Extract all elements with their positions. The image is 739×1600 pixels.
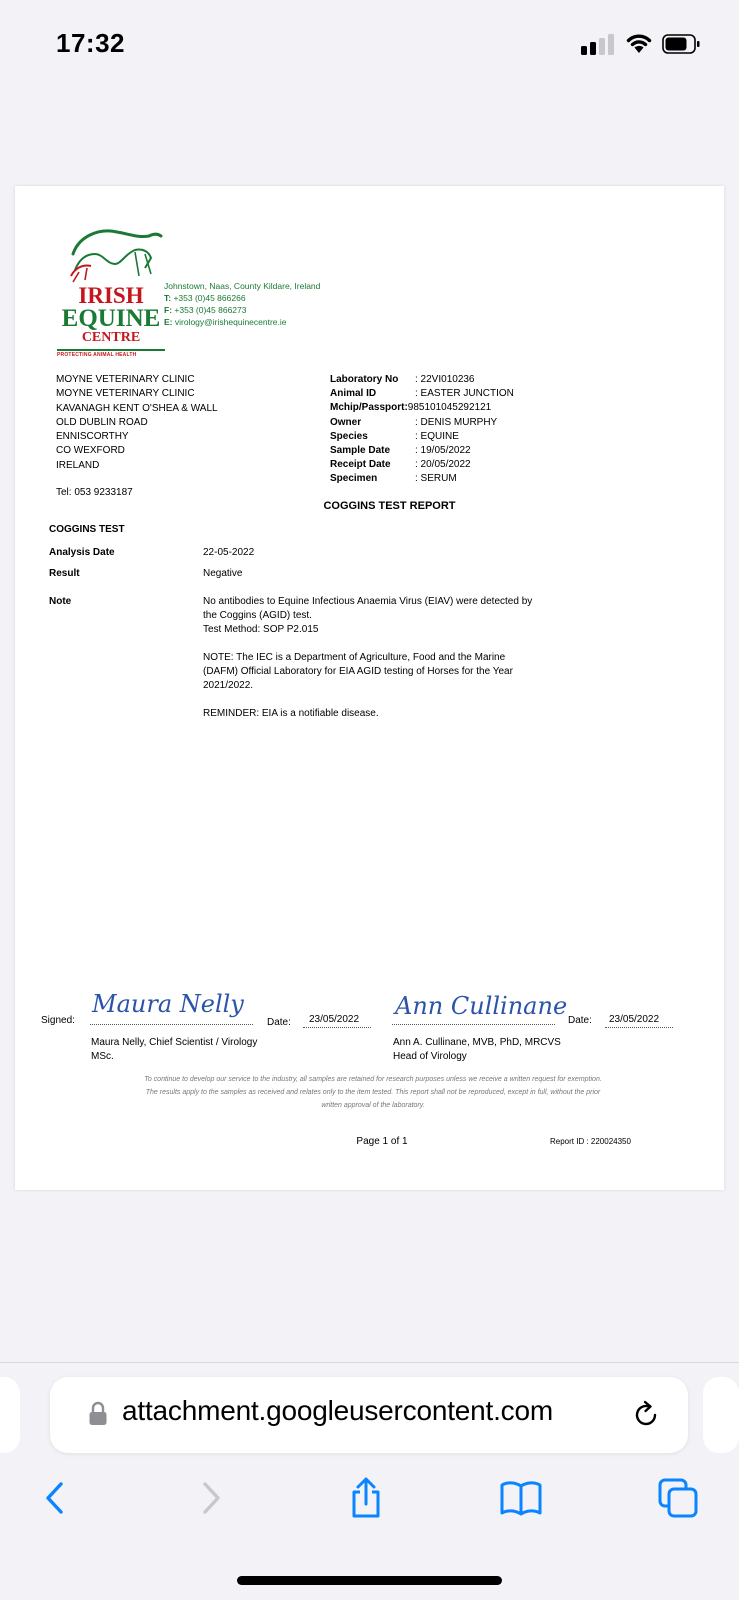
fax-label: F: — [164, 305, 173, 315]
lab-detail-key: Owner — [330, 416, 362, 428]
signer-2-line: Ann A. Cullinane, MVB, PhD, MRCVS — [393, 1037, 561, 1048]
date-line-1 — [303, 1027, 371, 1028]
previous-tab-peek[interactable] — [0, 1377, 20, 1453]
client-address-line: ENNISCORTHY — [56, 431, 129, 443]
client-address-line: CO WEXFORD — [56, 445, 125, 457]
forward-icon[interactable] — [188, 1476, 232, 1520]
client-address-line: OLD DUBLIN ROAD — [56, 416, 148, 428]
cellular-signal-icon — [581, 33, 615, 55]
tabs-icon[interactable] — [656, 1476, 700, 1520]
note-text — [203, 595, 573, 637]
battery-icon — [662, 33, 700, 55]
bookmarks-icon[interactable] — [499, 1476, 543, 1520]
signature-line-1 — [90, 1024, 253, 1025]
lab-detail-row — [330, 458, 514, 472]
client-telephone: Tel: 053 9233187 — [56, 487, 133, 498]
lab-detail-key: Sample Date — [330, 445, 391, 457]
signer-2-details — [393, 1036, 561, 1063]
lab-detail-value: : EASTER JUNCTION — [415, 388, 514, 400]
client-address-line: MOYNE VETERINARY CLINIC — [56, 374, 195, 385]
section-title: COGGINS TEST — [49, 524, 125, 535]
document-page[interactable] — [15, 186, 724, 1190]
date-value-1: 23/05/2022 — [309, 1014, 360, 1025]
lab-detail-value: : SERUM — [415, 473, 457, 485]
date-line-2 — [605, 1027, 673, 1028]
date-label-1: Date: — [267, 1017, 291, 1028]
report-id: Report ID : 220024350 — [550, 1137, 631, 1146]
result-value: Negative — [203, 568, 243, 579]
toolbar-divider — [0, 1362, 739, 1363]
note-line: Test Method: SOP P2.015 — [203, 624, 319, 635]
status-bar — [0, 0, 739, 86]
home-indicator[interactable] — [237, 1576, 502, 1585]
lab-detail-value: : EQUINE — [415, 430, 459, 442]
dafm-note-line: 2021/2022. — [203, 680, 254, 691]
lab-detail-key: Animal ID — [330, 388, 377, 400]
result-label: Result — [49, 568, 80, 579]
signer-2-line: Head of Virology — [393, 1050, 467, 1062]
lab-detail-row — [330, 430, 514, 444]
analysis-date-label: Analysis Date — [49, 547, 115, 558]
client-address-block — [56, 373, 218, 473]
lab-detail-value: : 22VI010236 — [415, 374, 475, 385]
reminder-text: REMINDER: EIA is a notifiable disease. — [203, 708, 379, 719]
page-number: Page 1 of 1 — [356, 1136, 408, 1147]
lab-detail-key: Laboratory No — [330, 374, 399, 385]
signer-1-line: Maura Nelly, Chief Scientist / Virology — [91, 1037, 258, 1048]
lab-detail-key: Receipt Date — [330, 459, 391, 471]
disclaimer-line: The results apply to the samples as received and relates only to the item tested. This report shall not be reproduced, except in full, without the prior — [145, 1088, 601, 1096]
disclaimer-line: To continue to develop our service to the industry, all samples are retained for research purposes unless we receive a written request for exemption. — [144, 1076, 602, 1083]
logo-tagline: PROTECTING ANIMAL HEALTH — [57, 352, 137, 358]
reload-icon[interactable] — [630, 1399, 662, 1431]
back-icon[interactable] — [34, 1476, 78, 1520]
lab-detail-row — [330, 416, 514, 430]
phone-number: +353 (0)45 866266 — [173, 293, 246, 303]
note-line: the Coggins (AGID) test. — [203, 610, 312, 621]
lab-detail-row — [330, 401, 514, 415]
signature-line-2 — [392, 1024, 555, 1025]
disclaimer-line: written approval of the laboratory. — [321, 1101, 425, 1109]
analysis-date-value: 22-05-2022 — [203, 547, 255, 558]
email-label: E: — [164, 317, 173, 327]
signature-image-1: Maura Nelly — [92, 990, 244, 1018]
lab-detail-value: : 20/05/2022 — [415, 459, 471, 471]
lab-detail-row — [330, 387, 514, 401]
lab-detail-key: Mchip/Passport: — [330, 402, 408, 414]
lab-detail-value: : DENIS MURPHY — [415, 416, 498, 428]
dafm-note — [203, 651, 573, 693]
share-icon[interactable] — [344, 1476, 388, 1520]
disclaimer — [83, 1074, 663, 1112]
lab-detail-key: Specimen — [330, 473, 378, 485]
lab-detail-row — [330, 472, 514, 486]
dafm-note-line: (DAFM) Official Laboratory for EIA AGID testing of Horses for the Year — [203, 666, 513, 677]
signer-1-details — [91, 1036, 257, 1063]
client-address-line: IRELAND — [56, 459, 100, 471]
lab-details-table — [330, 373, 514, 487]
signed-label: Signed: — [41, 1015, 75, 1026]
status-time: 17:32 — [56, 28, 125, 58]
logo-text-centre: CENTRE — [81, 330, 141, 345]
lab-detail-value: : 19/05/2022 — [415, 445, 471, 457]
fax-number: +353 (0)45 866273 — [174, 305, 247, 315]
lock-icon — [88, 1401, 108, 1427]
email-address: virology@irishequinecentre.ie — [174, 317, 287, 327]
lab-detail-value: 985101045292121 — [407, 402, 492, 414]
client-address-line: MOYNE VETERINARY CLINIC — [56, 388, 195, 400]
signature-image-2: Ann Cullinane — [395, 992, 568, 1020]
lab-address: Johnstown, Naas, County Kildare, Ireland — [164, 281, 321, 291]
logo-text-equine: EQUINE — [61, 305, 161, 332]
wifi-icon — [625, 32, 653, 54]
lab-detail-key: Species — [330, 430, 368, 442]
logo-divider — [57, 349, 165, 351]
phone-label: T: — [164, 293, 172, 303]
client-address-line: KAVANAGH KENT O'SHEA & WALL — [56, 402, 218, 414]
address-bar[interactable] — [50, 1377, 688, 1453]
date-value-2: 23/05/2022 — [609, 1014, 660, 1025]
dafm-note-line: NOTE: The IEC is a Department of Agriculture, Food and the Marine — [203, 652, 506, 663]
logo-text-irish: IRISH — [78, 283, 144, 308]
date-label-2: Date: — [568, 1015, 592, 1026]
lab-detail-row — [330, 373, 514, 387]
url-text[interactable]: attachment.googleusercontent.com — [122, 1395, 553, 1426]
horse-logo-icon — [65, 224, 165, 284]
note-label: Note — [49, 596, 72, 607]
next-tab-peek[interactable] — [703, 1377, 739, 1453]
lab-contact-block — [164, 280, 320, 328]
signer-1-line: MSc. — [91, 1050, 114, 1062]
note-line: No antibodies to Equine Infectious Anaemia Virus (EIAV) were detected by — [203, 596, 533, 607]
lab-detail-row — [330, 444, 514, 458]
report-title: COGGINS TEST REPORT — [323, 500, 456, 512]
